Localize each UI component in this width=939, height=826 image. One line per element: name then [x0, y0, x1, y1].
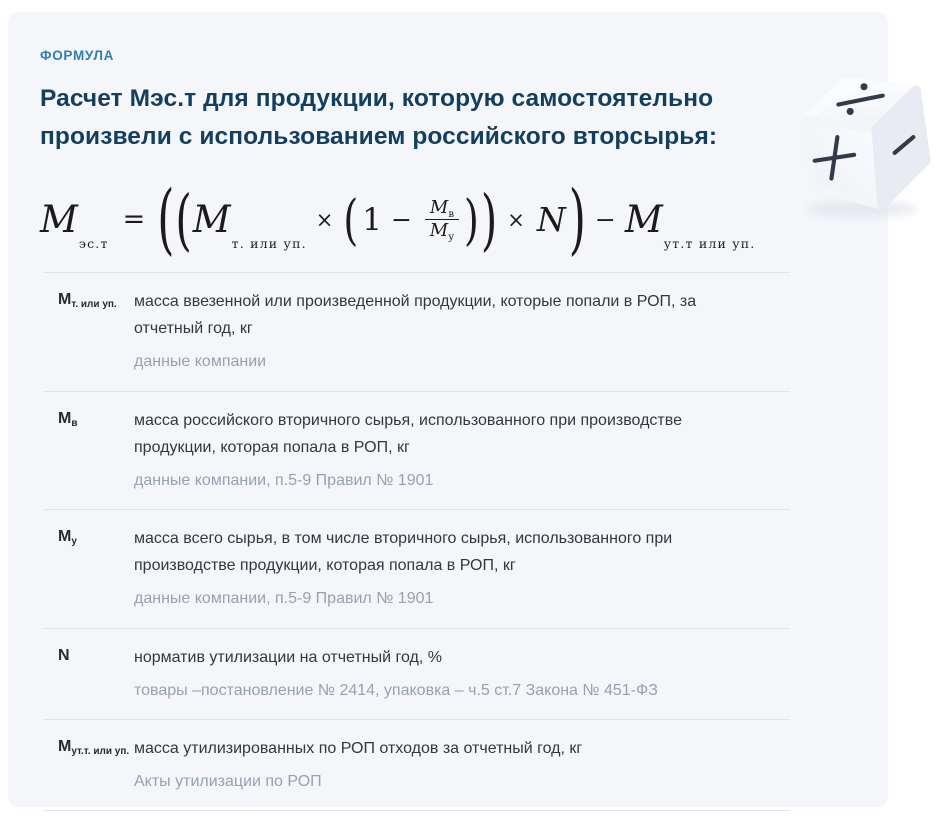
legend-description: масса ввезенной или произведенной продукции, которые попали в РОП, за отчетный год, кг	[134, 292, 697, 338]
formula-recycled-term	[624, 198, 756, 252]
fraction-denominator-base: M	[429, 220, 449, 242]
formula-result-base: M	[40, 198, 78, 242]
legend-source: товары –постановление № 2414, упаковка – ч.5 ст.7 Закона № 451-ФЗ	[134, 681, 658, 699]
legend-text	[134, 525, 790, 613]
legend-symbol-sub: в	[71, 417, 78, 429]
legend-row	[44, 628, 790, 719]
formula-result-sub: эс.т	[78, 236, 109, 252]
legend-symbol	[58, 525, 134, 547]
legend-description: норматив утилизации на отчетный год, %	[134, 648, 442, 666]
multiply-sign: ×	[507, 207, 525, 232]
legend-symbol-sub: ут.т. или уп.	[71, 746, 130, 757]
legend-symbol-base: M	[58, 409, 72, 427]
legend-text	[134, 644, 790, 704]
formula-norm: N	[536, 200, 566, 240]
formula-mass-term	[192, 198, 307, 252]
minus-sign: −	[594, 205, 616, 235]
legend-row	[44, 391, 790, 510]
legend-symbol	[58, 407, 134, 429]
close-paren-middle: )	[480, 181, 498, 259]
legend-symbol	[58, 288, 134, 310]
legend-symbol	[58, 735, 134, 757]
legend-source: данные компании	[134, 353, 267, 371]
legend-symbol-base: M	[58, 528, 72, 546]
legend-table	[44, 272, 790, 811]
legend-description: масса утилизированных по РОП отходов за отчетный год, кг	[134, 740, 583, 757]
formula-card	[8, 12, 888, 807]
math-dice-illustration	[791, 64, 939, 222]
legend-row	[44, 509, 790, 628]
open-paren-inner: (	[343, 188, 359, 252]
formula	[40, 175, 888, 265]
legend-source: данные компании, п.5-9 Правил № 1901	[134, 471, 434, 489]
legend-symbol-sub: т. или уп.	[71, 298, 117, 310]
legend-source: Акты утилизации по РОП	[134, 773, 322, 791]
formula-one: 1	[362, 201, 382, 238]
formula-fraction	[425, 198, 459, 242]
formula-mass-sub: т. или уп.	[231, 236, 307, 252]
legend-symbol-base: N	[58, 646, 70, 664]
open-paren-outer: (	[157, 175, 175, 265]
formula-recycled-sub: ут.т или уп.	[663, 236, 756, 252]
section-label: ФОРМУЛА	[40, 48, 115, 63]
legend-text	[134, 407, 790, 495]
open-paren-middle: (	[175, 181, 192, 259]
fraction-numerator-base: M	[429, 196, 449, 218]
legend-source: данные компании, п.5-9 Правил № 1901	[134, 590, 434, 608]
legend-symbol-base: M	[58, 290, 72, 308]
formula-mass-base: M	[192, 198, 231, 242]
legend-symbol	[58, 644, 134, 666]
close-paren-outer: )	[568, 175, 586, 265]
fraction-numerator	[425, 198, 459, 221]
multiply-sign: ×	[315, 207, 334, 232]
legend-description: масса всего сырья, в том числе вторичного сырья, использованного при производстве продукции, которая попала в РОП, кг	[134, 530, 673, 575]
legend-description: масса российского вторичного сырья, использованного при производстве продукции, которая попала в РОП, кг	[134, 411, 682, 456]
close-paren-inner: )	[463, 188, 479, 252]
fraction-denominator	[430, 220, 454, 242]
page-title: Расчет Мэс.т для продукции, которую самостоятельно произвели с использованием российского вторсырья:	[40, 85, 718, 150]
equals-sign: =	[122, 204, 146, 236]
legend-symbol-sub: у	[71, 536, 77, 548]
legend-text	[134, 288, 790, 376]
formula-recycled-base: M	[624, 198, 663, 242]
legend-text	[134, 735, 790, 795]
legend-symbol-base: M	[58, 738, 72, 755]
formula-result-term	[40, 198, 109, 252]
fraction-numerator-sub: в	[448, 208, 454, 220]
legend-row	[44, 719, 790, 810]
fraction-denominator-sub: у	[448, 232, 455, 244]
minus-sign: −	[390, 205, 412, 235]
legend-row	[44, 272, 790, 391]
